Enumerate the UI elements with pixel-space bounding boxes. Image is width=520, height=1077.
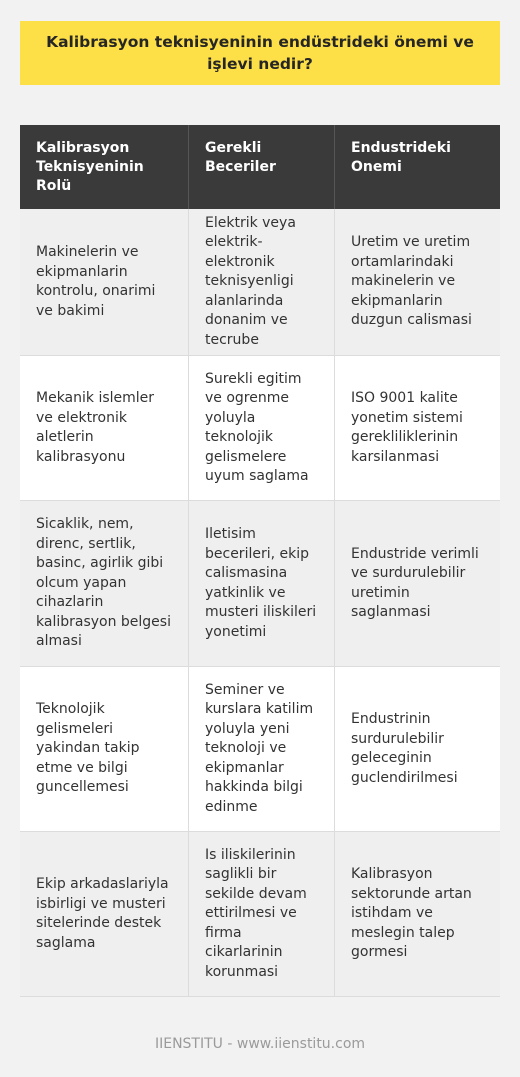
table-cell: Teknolojik gelismeleri yakindan takip etme ve bilgi guncellemesi [20, 667, 189, 831]
header-cell-role: Kalibrasyon Teknisyeninin Rolü [20, 125, 189, 209]
table-cell: Sicaklik, nem, direnc, sertlik, basinc, agirlik gibi olcum yapan cihazlarin kalibrasyon belgesi almasi [20, 501, 189, 666]
header-cell-skills: Gerekli Beceriler [189, 125, 335, 209]
table-cell: Mekanik islemler ve elektronik aletlerin kalibrasyonu [20, 356, 189, 500]
table-row [20, 356, 500, 501]
table-cell: Makinelerin ve ekipmanlarin kontrolu, onarimi ve bakimi [20, 209, 189, 355]
info-table [20, 125, 500, 997]
table-cell: Seminer ve kurslara katilim yoluyla yeni teknoloji ve ekipmanlar hakkinda bilgi edinme [189, 667, 335, 831]
table-row [20, 501, 500, 667]
table-cell: Surekli egitim ve ogrenme yoluyla teknolojik gelismelere uyum saglama [189, 356, 335, 500]
table-row [20, 667, 500, 832]
table-header-row [20, 125, 500, 209]
header-cell-importance: Endustrideki Onemi [351, 140, 451, 175]
title-banner [20, 21, 500, 85]
table-cell: Iletisim becerileri, ekip calismasina yatkinlik ve musteri iliskileri yonetimi [189, 501, 335, 666]
table-cell: Kalibrasyon sektorunde artan istihdam ve meslegin talep gormesi [351, 866, 472, 961]
table-row [20, 832, 500, 997]
table-cell: ISO 9001 kalite yonetim sistemi gerekliliklerinin karsilanmasi [351, 390, 463, 465]
table-cell: Elektrik veya elektrik-elektronik teknisyenligi alanlarinda donanim ve tecrube [189, 209, 335, 355]
table-cell: Endustrinin surdurulebilir geleceginin guclendirilmesi [351, 711, 458, 786]
page-title: Kalibrasyon teknisyeninin endüstrideki önemi ve işlevi nedir? [46, 33, 474, 73]
table-cell: Uretim ve uretim ortamlarindaki makinelerin ve ekipmanlarin duzgun calismasi [351, 234, 472, 329]
table-row [20, 209, 500, 356]
table-cell: Endustride verimli ve surdurulebilir uretimin saglanmasi [351, 545, 479, 620]
footer-credit: IIENSTITU - www.iienstitu.com [154, 1036, 366, 1052]
table-cell: Is iliskilerinin saglikli bir sekilde devam ettirilmesi ve firma cikarlarinin korunmasi [189, 832, 335, 996]
table-cell: Ekip arkadaslariyla isbirligi ve musteri sitelerinde destek saglama [20, 832, 189, 996]
